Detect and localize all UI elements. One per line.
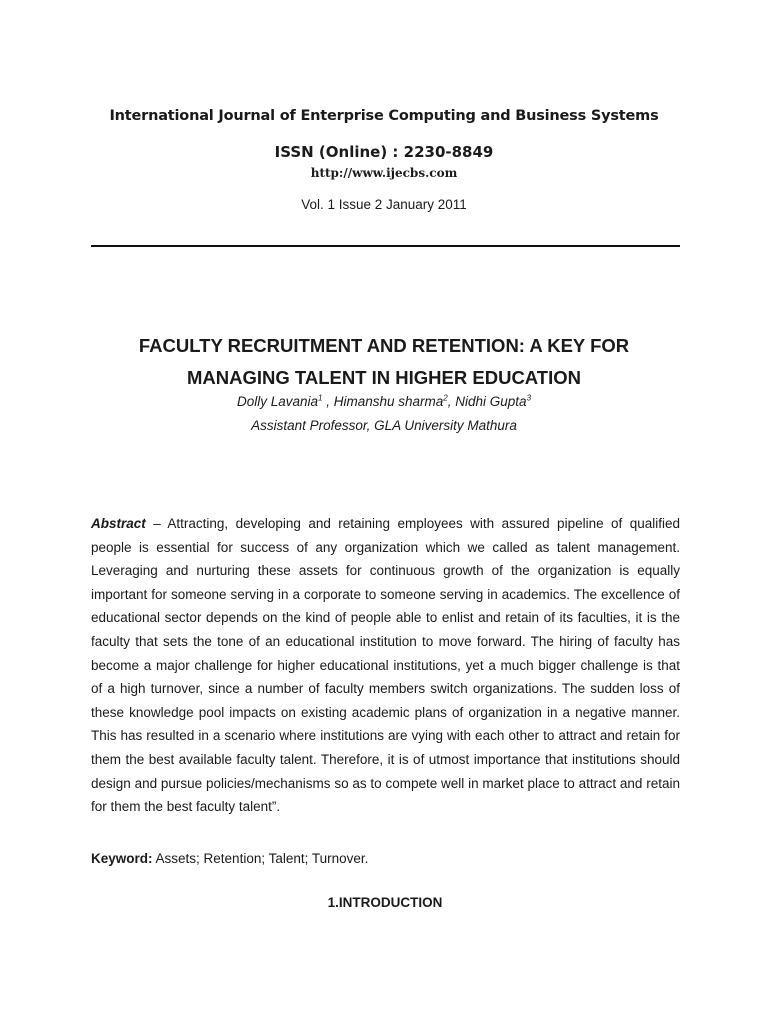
abstract-label: Abstract xyxy=(91,516,146,531)
keywords-label: Keyword: xyxy=(91,851,153,866)
journal-title: International Journal of Enterprise Computing and Business Systems xyxy=(109,108,659,124)
volume-issue-date: Vol. 1 Issue 2 January 2011 xyxy=(301,197,467,212)
abstract xyxy=(91,512,680,819)
author-affiliation-marker: 2 xyxy=(443,393,448,403)
header-divider xyxy=(91,245,680,247)
author-name: Dolly Lavania xyxy=(236,394,319,409)
author-affiliation-marker: 1 xyxy=(318,393,323,403)
section-heading: 1.INTRODUCTION xyxy=(327,895,443,910)
journal-url: http://www.ijecbs.com xyxy=(310,166,458,180)
author-block xyxy=(0,390,768,438)
paper-title-line-2: MANAGING TALENT IN HIGHER EDUCATION xyxy=(187,367,581,388)
keywords xyxy=(91,848,680,870)
author-list: Dolly Lavania$^1$ , Himanshu sharma$^2$, Nidhi Gupta$^3$ xyxy=(236,393,532,409)
paper-title xyxy=(84,330,684,394)
issn-line: ISSN (Online) : 2230-8849 xyxy=(274,143,494,161)
author-name: Himanshu sharma xyxy=(333,394,444,409)
author-affiliation: Assistant Professor, GLA University Mathura xyxy=(251,418,517,433)
author-affiliation-marker: 3 xyxy=(526,393,532,403)
abstract-text: – Attracting, developing and retaining employees with assured pipeline of qualified people is essential for success of any organization which we called as talent management. Leveraging and nurturing these assets for continuous growth of the organization is equally important for someone serving in a corporate to someone serving in academics. The excellence of educational sector depends on the kind of people able to enlist and retain of its faculties, it is the faculty that sets the tone of an educational institution to move forward. The hiring of faculty has become a major challenge for higher educational institutions, yet a much bigger challenge is that of a high turnover, since a number of faculty members switch organizations. The sudden loss of these knowledge pool impacts on existing academic plans of organization in a negative manner. This has resulted in a scenario where institutions are vying with each other to attract and retain for them the best available faculty talent. Therefore, it is of utmost importance that institutions should design and pursue policies/mechanisms so as to compete well in market place to attract and retain for them the best faculty talent”. xyxy=(91,516,680,815)
paper-title-line-1: FACULTY RECRUITMENT AND RETENTION: A KEY FOR xyxy=(138,335,630,356)
author-name: Nidhi Gupta xyxy=(455,394,527,409)
keywords-text: Assets; Retention; Talent; Turnover. xyxy=(155,851,369,866)
